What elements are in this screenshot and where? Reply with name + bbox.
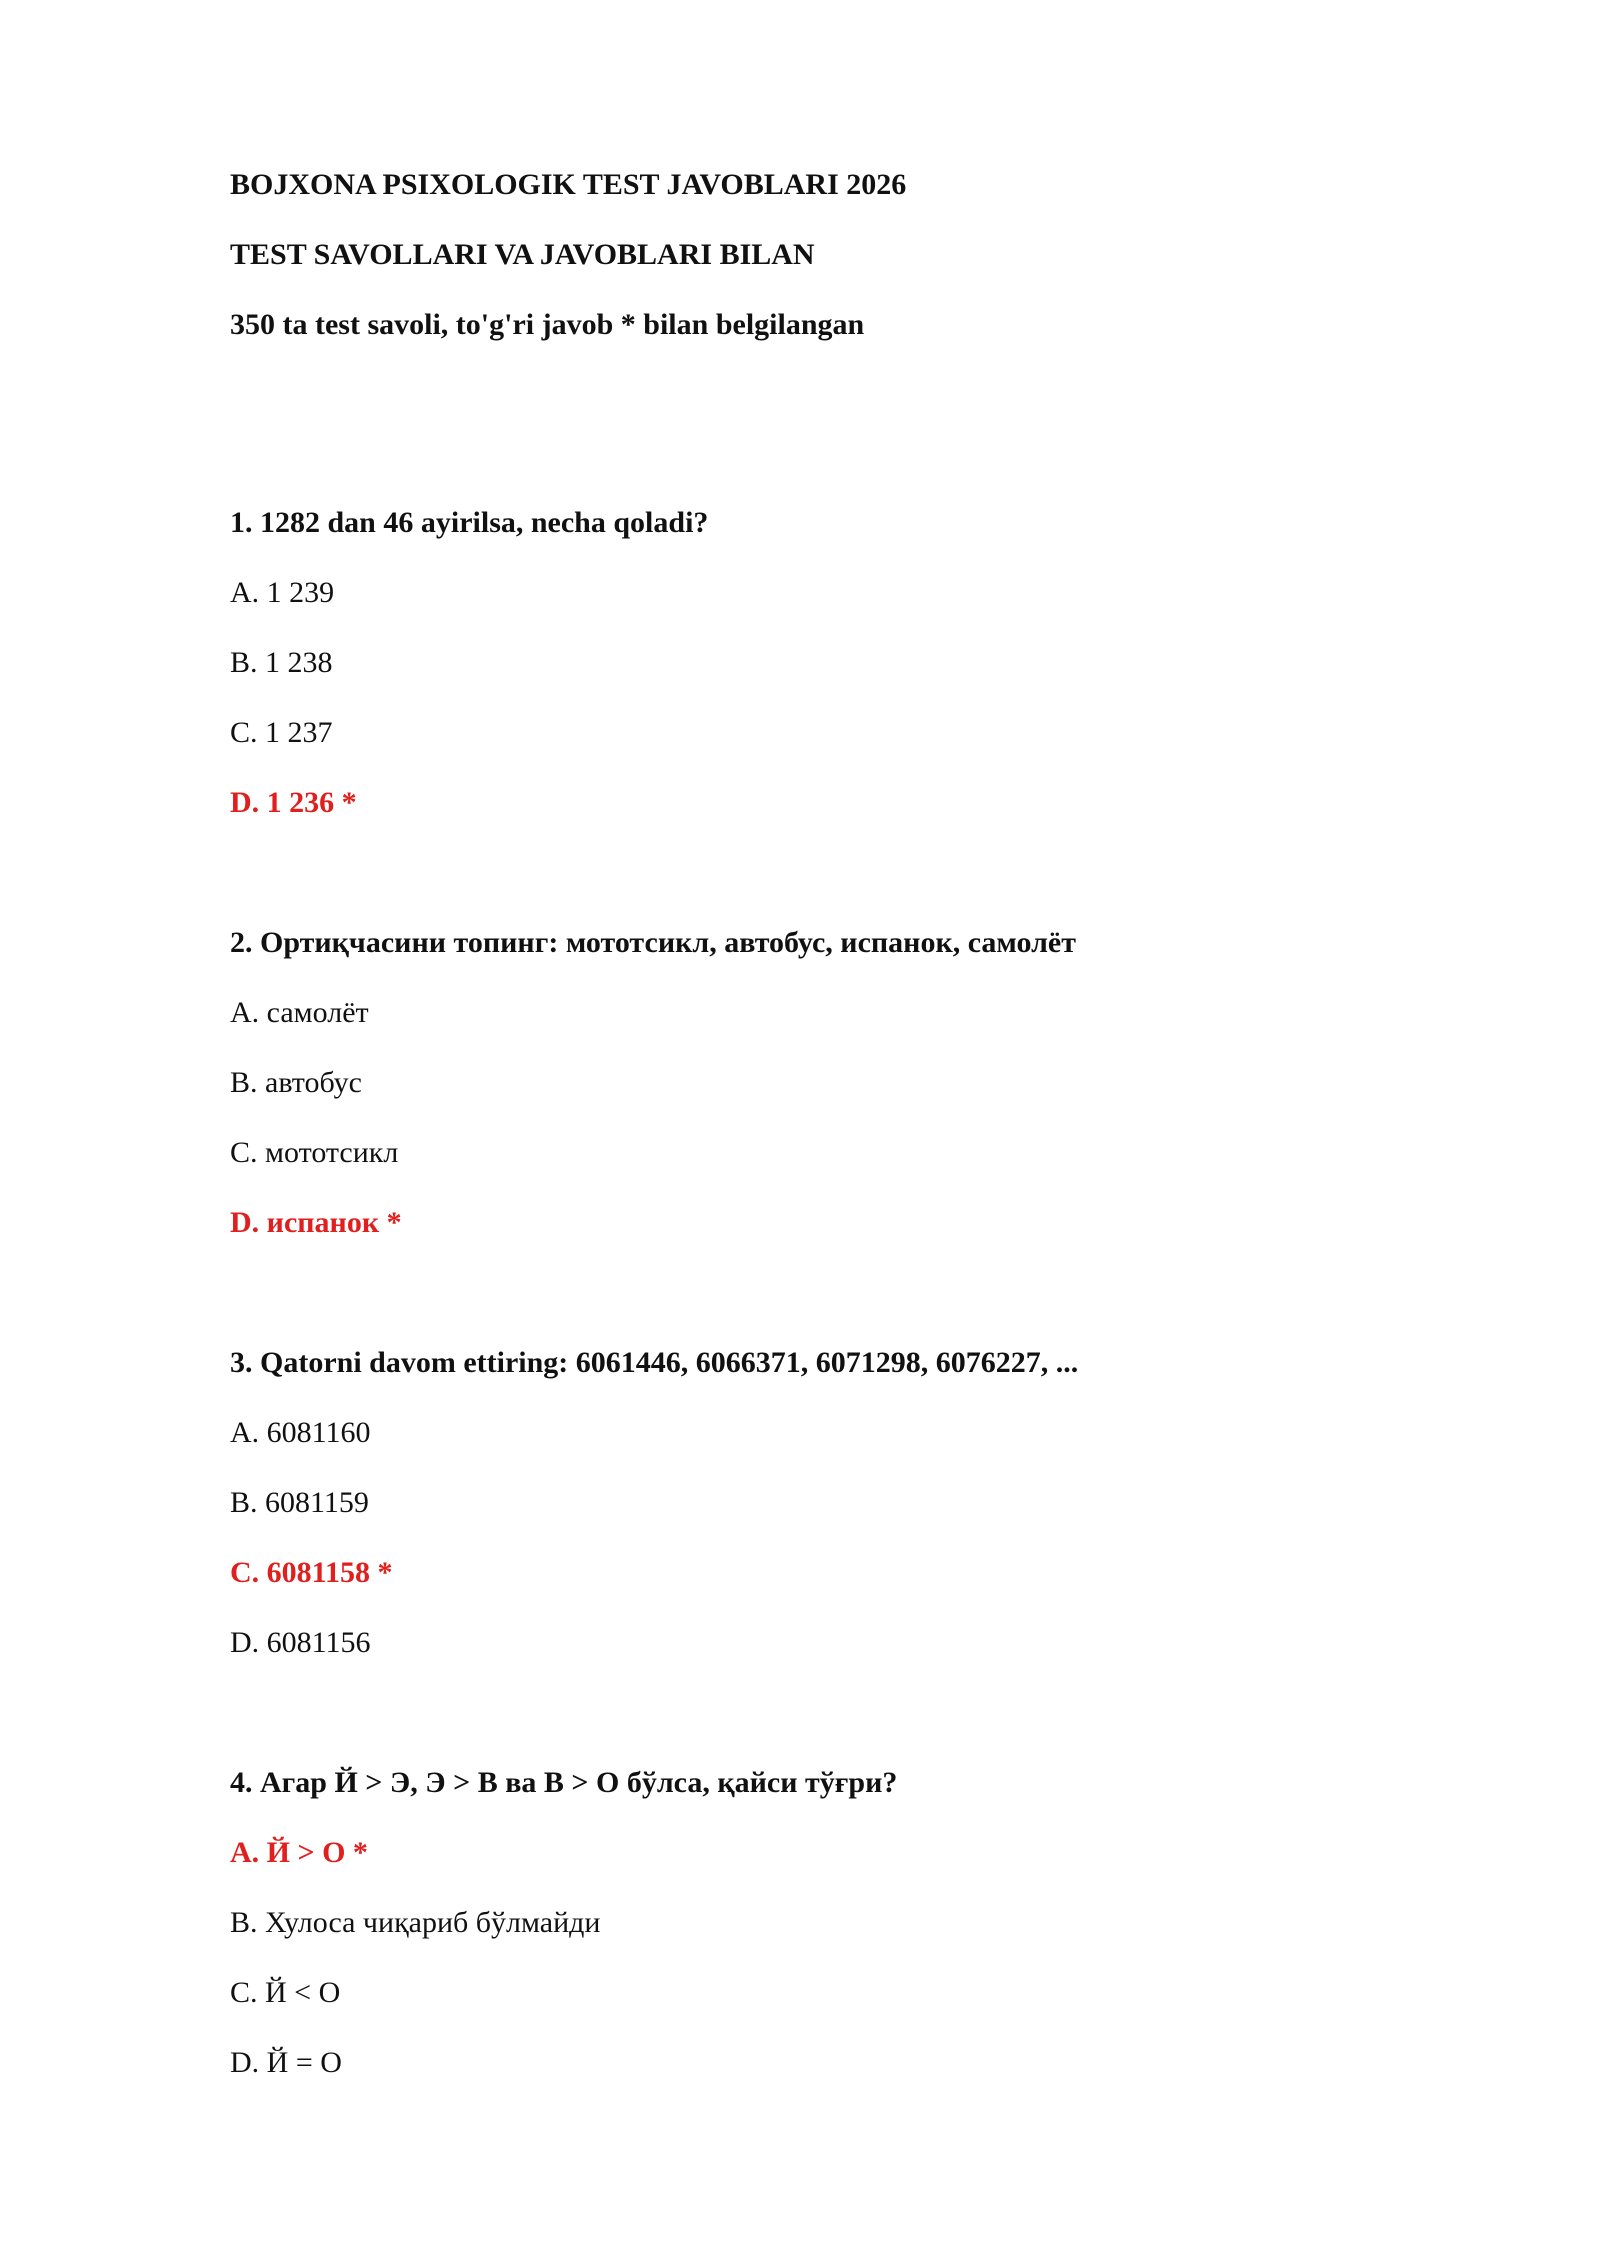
answer-option-a: A. 6081160 <box>230 1416 371 1449</box>
answer-option-d-correct: D. испанок * <box>230 1206 402 1239</box>
answer-option-a: A. 1 239 <box>230 576 335 609</box>
answer-option-c-correct: C. 6081158 * <box>230 1556 393 1589</box>
answer-option-b: B. 1 238 <box>230 646 333 679</box>
answer-option-d-correct: D. 1 236 * <box>230 786 357 819</box>
answer-option-b: B. Хулоса чиқариб бўлмайди <box>230 1906 601 1939</box>
question-1 <box>230 488 1430 838</box>
question-list <box>230 488 1430 2168</box>
question-2 <box>230 908 1430 1258</box>
question-3 <box>230 1328 1430 1678</box>
question-text: 1. 1282 dan 46 ayirilsa, necha qoladi? <box>230 506 709 539</box>
question-4 <box>230 1748 1430 2098</box>
document-note: 350 ta test savoli, to'g'ri javob * bilan belgilangan <box>230 308 865 341</box>
question-text: 3. Qatorni davom ettiring: 6061446, 6066371, 6071298, 6076227, ... <box>230 1346 1079 1379</box>
answer-option-b: B. автобус <box>230 1066 362 1099</box>
answer-option-d: D. 6081156 <box>230 1626 371 1659</box>
answer-option-c: C. мототсикл <box>230 1136 399 1169</box>
document-title: BOJXONA PSIXOLOGIK TEST JAVOBLARI 2026 <box>230 168 907 201</box>
answer-option-c: C. Й < О <box>230 1976 341 2009</box>
answer-option-c: C. 1 237 <box>230 716 333 749</box>
question-text: 4. Агар Й > Э, Э > В ва В > О бўлса, қайси тўғри? <box>230 1766 898 1799</box>
question-text: 2. Ортиқчасини топинг: мототсикл, автобус, испанок, самолёт <box>230 926 1076 959</box>
answer-option-a-correct: A. Й > О * <box>230 1836 368 1869</box>
answer-option-d: D. Й = О <box>230 2046 342 2079</box>
document-header <box>230 150 906 360</box>
answer-option-b: B. 6081159 <box>230 1486 369 1519</box>
answer-option-a: A. самолёт <box>230 996 369 1029</box>
document-subtitle: TEST SAVOLLARI VA JAVOBLARI BILAN <box>230 238 815 271</box>
